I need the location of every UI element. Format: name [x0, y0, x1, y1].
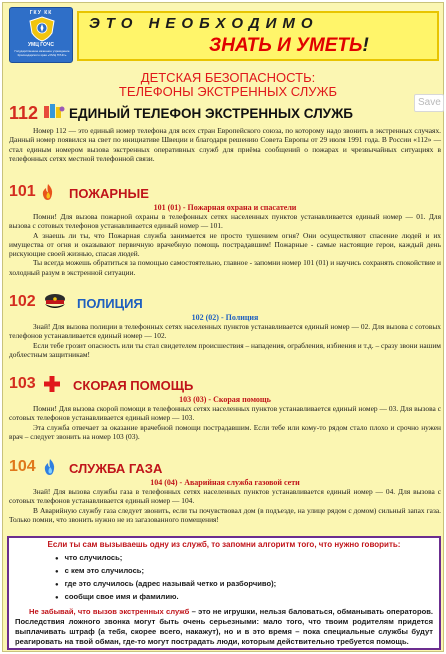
list-item: ● сообщи свое имя и фамилию.	[55, 591, 433, 604]
umc-gochs-emblem	[9, 7, 73, 63]
section-number: 101	[9, 183, 36, 200]
algorithm-list	[55, 552, 433, 604]
section-112	[9, 103, 441, 163]
section-title: СКОРАЯ ПОМОЩЬ	[73, 378, 194, 393]
list-item: ● с кем это случилось;	[55, 565, 433, 578]
section-number: 103	[9, 375, 36, 392]
section-paragraph: Знай! Для вызова полиции в телефонных сетях населенных пунктов устанавливается единый номер — 02. Для вызова с сотовых телефонов устанавливается единый номер — 102.	[9, 322, 441, 341]
section-paragraph: А знаешь ли ты, что Пожарная служба занимается не просто тушением огня? Они осуществляют спасение людей и их имущества от огня и оказывают первичную врачебную помощь пострадавшим! Пожарные - самые настоящие герои, каждый день рискующие своей жизнью, спасая людей.	[9, 230, 441, 259]
title-line-2: ТЕЛЕФОНЫ ЭКСТРЕННЫХ СЛУЖБ	[118, 84, 338, 99]
section-number: 102	[9, 293, 36, 310]
section-title: СЛУЖБА ГАЗА	[69, 461, 163, 476]
gas-flame-icon	[43, 458, 57, 476]
section-paragraph: Помни! Для вызова скорой помощи в телефонных сетях населенных пунктов устанавливается единый номер — 03. Для вызова с сотовых телефонов устанавливается единый номер — 103.	[9, 404, 441, 423]
section-paragraph: В Аварийную службу газа следует звонить, если ты почувствовал дом (в подъезде, на улице рядом с домом) сильный запах газа. Только помни, что звонить нужно не из загазованного помещения!	[9, 505, 441, 524]
section-104	[9, 458, 441, 524]
banner-line-2	[209, 35, 369, 57]
section-title: ЕДИНЫЙ ТЕЛЕФОН ЭКСТРЕННЫХ СЛУЖБ	[69, 106, 353, 121]
save-button[interactable]: Save	[414, 94, 444, 112]
warning-lead: Не забывай, что вызов экстренных служб	[29, 607, 190, 616]
emblem-mid-label: УМЦ ГОЧС	[27, 42, 55, 48]
warning-text: – это не игрушки, нельзя баловаться, обманывать операторов. Последствия ложного звонка могут быть очень серьезными: мало того, что твоим родителям придется выплачивать штраф (а тебя, скорее всего, накажут), но и в это время – пока специальные службы будут реагировать на твой обман, где-то могут пострадать люди, которым действительно требуется помощь.	[15, 607, 433, 646]
section-103	[9, 375, 441, 441]
section-subtitle: 101 (01) - Пожарная охрана и спасатели	[153, 203, 297, 212]
emblem-caption: Государственное казенное учреждение Краснодарского края «УМЦ ГОЧС»	[14, 49, 70, 57]
false-call-warning	[15, 607, 433, 647]
banner-line-1: ЭТО НЕОБХОДИМО	[89, 15, 319, 32]
algorithm-heading: Если ты сам вызываешь одну из служб, то запомни алгоритм того, что нужно говорить:	[47, 540, 401, 549]
shield-icon	[28, 16, 56, 42]
section-paragraph: Помни! Для вызова пожарной охраны в телефонных сетях населенных пунктов устанавливается единый номер — 01. Для вызова с сотовых телефонов устанавливается единый номер — 101.	[9, 212, 441, 231]
safety-poster	[2, 2, 444, 652]
emblem-top-label: ГКУ КК	[29, 10, 53, 16]
section-102	[9, 293, 441, 359]
section-number: 112	[9, 103, 39, 123]
section-paragraph: Если тебе грозит опасность или ты стал свидетелем происшествия – нападения, ограбления, избиения и т.д. – сразу звони нашим доблестным защитникам!	[9, 340, 441, 359]
section-subtitle: 104 (04) - Аварийная служба газовой сети	[150, 478, 300, 487]
fire-icon	[41, 183, 55, 201]
emergency-services-icon	[43, 103, 65, 121]
section-101	[9, 183, 441, 277]
motto-banner	[77, 11, 439, 61]
police-cap-icon	[43, 293, 67, 309]
banner-line-2-text: ЗНАТЬ И УМЕТЬ	[209, 35, 363, 56]
section-paragraph: Эта служба отвечает за оказание врачебной помощи пострадавшим. Если тебе или кому-то рядом стало плохо и срочно нужен врач – следует звонить на номер 103 (03).	[9, 422, 441, 441]
call-algorithm-box	[7, 536, 441, 650]
section-subtitle: 103 (03) - Скорая помощь	[179, 395, 271, 404]
section-subtitle: 102 (02) - Полиция	[191, 313, 259, 322]
section-title: ПОЖАРНЫЕ	[69, 186, 149, 201]
section-paragraph: Знай! Для вызова службы газа в телефонных сетях населенных пунктов устанавливается единый номер — 04. Для вызова с сотовых телефонов устанавливается единый номер — 104.	[9, 487, 441, 506]
list-item: ● где это случилось (адрес называй четко и разборчиво);	[55, 578, 433, 591]
list-item: ● что случилось;	[55, 552, 433, 565]
banner-exclamation: !	[362, 35, 369, 56]
medical-cross-icon	[43, 375, 61, 393]
section-title: ПОЛИЦИЯ	[77, 296, 143, 311]
section-paragraph: Ты всегда можешь обратиться за помощью самостоятельно, главное - запомни номер 101 (01) и научись сохранять спокойствие и холодный разум в экстренной ситуации.	[9, 258, 441, 277]
title-line-1: ДЕТСКАЯ БЕЗОПАСНОСТЬ:	[140, 70, 316, 85]
document-title	[93, 71, 363, 99]
poster-header	[3, 3, 443, 65]
section-text: Номер 112 — это единый номер телефона для всех стран Европейского союза, по которому надо звонить в экстренных случаях. Данный номер появился на свет по инициативе Швеции и благодаря решению Совета Европы от 29 июля 1991 года. В России «112» — стал единым номером вызова экстренных оперативных служб для приёма сообщений о пожарах и чрезвычайных ситуациях в телефонных сетях местной телефонной связи.	[9, 126, 441, 163]
section-number: 104	[9, 458, 36, 475]
